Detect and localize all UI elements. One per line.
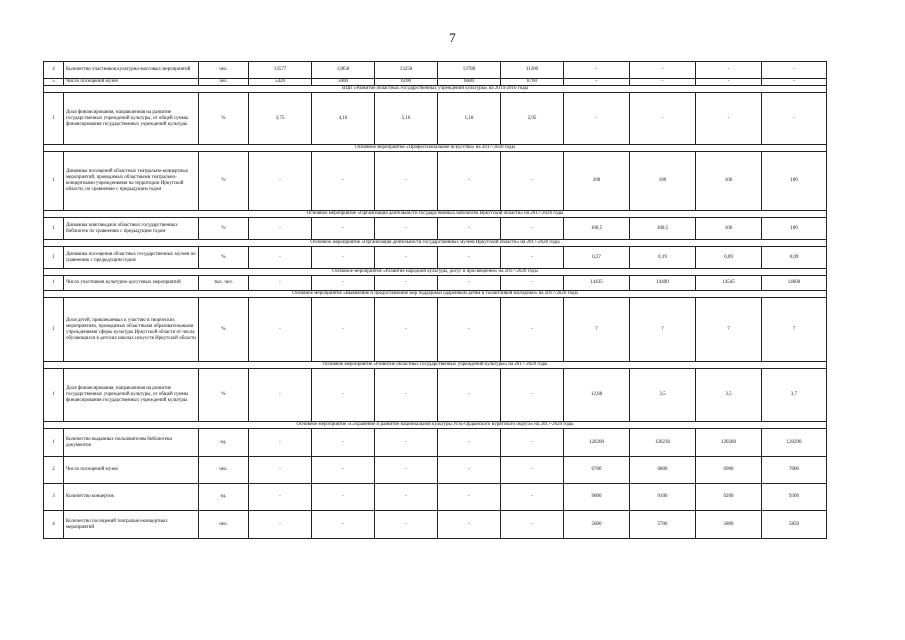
- table-row: [44, 369, 827, 422]
- value-cell: 5800: [696, 511, 762, 539]
- indicator-name: Количество посещений театрально-концертных мероприятий: [64, 511, 199, 539]
- value-cell: -: [696, 62, 762, 79]
- section-title: Основное мероприятие «Сохранение и развитие национальной культуры Усть-Ордынского Бурятского округа» на 2017-2020 годы: [44, 422, 827, 429]
- value-cell: -: [501, 457, 564, 484]
- value-cell: -: [501, 152, 564, 211]
- unit-cell: %: [199, 93, 249, 145]
- row-number: 1: [44, 93, 64, 145]
- unit-cell: %: [199, 247, 249, 269]
- section-header-row: [44, 86, 827, 93]
- value-cell: -: [762, 93, 827, 145]
- value-cell: -: [249, 511, 312, 539]
- value-cell: 6700: [564, 457, 630, 484]
- value-cell: -: [249, 247, 312, 269]
- value-cell: -: [438, 369, 501, 422]
- value-cell: -: [501, 276, 564, 291]
- value-cell: -: [501, 218, 564, 240]
- value-cell: 3,75: [249, 93, 312, 145]
- value-cell: -: [312, 511, 375, 539]
- row-number: 1: [44, 429, 64, 457]
- value-cell: -: [501, 298, 564, 362]
- value-cell: -: [501, 429, 564, 457]
- value-cell: 120230: [630, 429, 696, 457]
- table-row: [44, 79, 827, 86]
- table-row: [44, 511, 827, 539]
- row-number: 1: [44, 369, 64, 422]
- section-header-row: [44, 145, 827, 152]
- unit-cell: %: [199, 298, 249, 362]
- value-cell: 7: [630, 298, 696, 362]
- row-number: 4: [44, 511, 64, 539]
- value-cell: -: [438, 218, 501, 240]
- section-title: ВЦП «Развитие областных государственных учреждений культуры» на 2014-2016 годы: [44, 86, 827, 93]
- value-cell: -: [501, 511, 564, 539]
- value-cell: -: [312, 484, 375, 511]
- unit-cell: %: [199, 369, 249, 422]
- value-cell: -: [249, 276, 312, 291]
- unit-cell: %: [199, 218, 249, 240]
- value-cell: -: [438, 152, 501, 211]
- value-cell: -: [375, 511, 438, 539]
- table-row: [44, 93, 827, 145]
- value-cell: 9000: [564, 484, 630, 511]
- table-row: [44, 429, 827, 457]
- value-cell: 7000: [762, 457, 827, 484]
- table-row: [44, 218, 827, 240]
- value-cell: -: [438, 276, 501, 291]
- value-cell: -: [249, 218, 312, 240]
- row-number: 1: [44, 276, 64, 291]
- row-number: 1: [44, 298, 64, 362]
- unit-cell: тыс. чел.: [199, 276, 249, 291]
- value-cell: 7: [564, 298, 630, 362]
- value-cell: -: [438, 298, 501, 362]
- value-cell: 5600: [564, 511, 630, 539]
- value-cell: 100: [630, 152, 696, 211]
- value-cell: -: [375, 484, 438, 511]
- value-cell: -: [375, 247, 438, 269]
- value-cell: -: [375, 457, 438, 484]
- value-cell: -: [564, 93, 630, 145]
- value-cell: 5700: [630, 511, 696, 539]
- section-header-row: [44, 269, 827, 276]
- value-cell: 9300: [762, 484, 827, 511]
- value-cell: -: [249, 152, 312, 211]
- value-cell: 4,16: [312, 93, 375, 145]
- value-cell: -: [312, 152, 375, 211]
- value-cell: -: [438, 511, 501, 539]
- value-cell: 5420: [249, 79, 312, 86]
- value-cell: 14600: [762, 276, 827, 291]
- value-cell: -: [696, 79, 762, 86]
- value-cell: 6800: [630, 457, 696, 484]
- value-cell: -: [249, 429, 312, 457]
- value-cell: -: [501, 247, 564, 269]
- value-cell: 12850: [312, 62, 375, 79]
- value-cell: 8700: [501, 79, 564, 86]
- value-cell: 14545: [696, 276, 762, 291]
- value-cell: 12,68: [564, 369, 630, 422]
- value-cell: -: [630, 79, 696, 86]
- value-cell: 100,5: [630, 218, 696, 240]
- value-cell: 6100: [375, 79, 438, 86]
- section-title: Основное мероприятие «Профессиональное искусство» на 2017-2020 годы: [44, 145, 827, 152]
- row-number: 1: [44, 247, 64, 269]
- value-cell: 13780: [438, 62, 501, 79]
- value-cell: -: [762, 79, 827, 86]
- table-body: [44, 62, 827, 539]
- value-cell: -: [312, 457, 375, 484]
- table-row: [44, 152, 827, 211]
- value-cell: 0,19: [630, 247, 696, 269]
- value-cell: -: [375, 152, 438, 211]
- indicator-name: Доля финансирования, направленная на развитие государственных учреждений культуры, от общей суммы финансирования государственных учреждений культуры: [64, 93, 199, 145]
- value-cell: 14490: [630, 276, 696, 291]
- value-cell: 100: [762, 218, 827, 240]
- section-title: Основное мероприятие «Организация деятельности государственных библиотек Иркутской области» на 2017-2020 годы: [44, 211, 827, 218]
- value-cell: 14435: [564, 276, 630, 291]
- section-header-row: [44, 240, 827, 247]
- value-cell: 11200: [501, 62, 564, 79]
- table-row: [44, 62, 827, 79]
- value-cell: -: [249, 298, 312, 362]
- value-cell: -: [312, 247, 375, 269]
- value-cell: 5850: [762, 511, 827, 539]
- value-cell: 100: [696, 218, 762, 240]
- value-cell: 100: [762, 152, 827, 211]
- value-cell: 3,5: [630, 369, 696, 422]
- value-cell: -: [501, 484, 564, 511]
- table-row: [44, 247, 827, 269]
- value-cell: -: [375, 218, 438, 240]
- indicator-name: Число участников культурно-досуговых мероприятий: [64, 276, 199, 291]
- value-cell: -: [438, 429, 501, 457]
- value-cell: 120200: [564, 429, 630, 457]
- row-number: 3: [44, 484, 64, 511]
- value-cell: -: [312, 276, 375, 291]
- value-cell: -: [564, 79, 630, 86]
- value-cell: -: [249, 369, 312, 422]
- value-cell: -: [312, 429, 375, 457]
- table-row: [44, 276, 827, 291]
- value-cell: 9100: [630, 484, 696, 511]
- value-cell: -: [630, 93, 696, 145]
- value-cell: -: [438, 247, 501, 269]
- unit-cell: чел.: [199, 62, 249, 79]
- value-cell: 6600: [438, 79, 501, 86]
- section-header-row: [44, 362, 827, 369]
- value-cell: -: [630, 62, 696, 79]
- value-cell: -: [438, 484, 501, 511]
- value-cell: -: [312, 369, 375, 422]
- unit-cell: чел.: [199, 79, 249, 86]
- page-number: 7: [449, 30, 456, 45]
- unit-cell: ед.: [199, 429, 249, 457]
- value-cell: -: [501, 369, 564, 422]
- value-cell: -: [696, 93, 762, 145]
- value-cell: 120290: [762, 429, 827, 457]
- value-cell: 5600: [312, 79, 375, 86]
- section-title: Основное мероприятие «Выявление и предоставление мер поддержки одаренным детям и талантливой молодежи» на 2017-2020 годы: [44, 291, 827, 298]
- unit-cell: чел.: [199, 511, 249, 539]
- row-number: 1: [44, 152, 64, 211]
- unit-cell: %: [199, 152, 249, 211]
- section-header-row: [44, 211, 827, 218]
- indicator-name: Доля детей, привлекаемых к участию в творческих мероприятиях, проводимых областными образовательными учреждениями сферы культуры Иркутской области от числа обучающихся в детских школах искусств Иркутской области: [64, 298, 199, 362]
- row-number: 1: [44, 218, 64, 240]
- value-cell: 9200: [696, 484, 762, 511]
- indicator-name: Количество участников культурно-массовых мероприятий: [64, 62, 199, 79]
- indicator-name: Число посещений музея: [64, 79, 199, 86]
- value-cell: 3,7: [762, 369, 827, 422]
- value-cell: 0,09: [696, 247, 762, 269]
- value-cell: -: [375, 276, 438, 291]
- value-cell: 7: [696, 298, 762, 362]
- indicator-name: Количество выданных пользователям библиотеки документов: [64, 429, 199, 457]
- value-cell: 0,09: [762, 247, 827, 269]
- indicator-name: Динамика книговыдачи областных государственных библиотек по сравнению с предыдущим годом: [64, 218, 199, 240]
- indicator-name: Доля финансирования, направленная на развитие государственных учреждений культуры, от общей суммы финансирования государственных учреждений культуры: [64, 369, 199, 422]
- table-row: [44, 298, 827, 362]
- value-cell: 100: [564, 152, 630, 211]
- indicators-table: [43, 61, 827, 539]
- value-cell: 3,5: [696, 369, 762, 422]
- section-header-row: [44, 291, 827, 298]
- value-cell: 13250: [375, 62, 438, 79]
- section-title: Основное мероприятие «Развитие областных государственных учреждений культуры» на 2017-2020 годы: [44, 362, 827, 369]
- section-title: Основное мероприятие «Организация деятельности государственных музеев Иркутской области» на 2017-2020 годы: [44, 240, 827, 247]
- value-cell: 100,5: [564, 218, 630, 240]
- indicator-name: Динамика посещений областных театрально-концертных мероприятий, проводимых областными театрально-концертными учреждениями на территории Иркутской области, по сравнению с предыдущим годом: [64, 152, 199, 211]
- row-number: 4: [44, 62, 64, 79]
- section-title: Основное мероприятие «Развитие народной культуры, досуг и просвещение» на 2017-2020 годы: [44, 269, 827, 276]
- row-number: 5: [44, 79, 64, 86]
- value-cell: 100: [696, 152, 762, 211]
- value-cell: -: [375, 429, 438, 457]
- value-cell: 0,27: [564, 247, 630, 269]
- section-header-row: [44, 422, 827, 429]
- value-cell: -: [375, 369, 438, 422]
- value-cell: 120260: [696, 429, 762, 457]
- value-cell: -: [312, 218, 375, 240]
- value-cell: -: [249, 484, 312, 511]
- value-cell: -: [249, 457, 312, 484]
- value-cell: 6900: [696, 457, 762, 484]
- value-cell: -: [762, 62, 827, 79]
- unit-cell: ед.: [199, 484, 249, 511]
- value-cell: -: [375, 298, 438, 362]
- indicator-name: Число посещений музея: [64, 457, 199, 484]
- value-cell: 1,18: [438, 93, 501, 145]
- value-cell: -: [438, 457, 501, 484]
- indicator-name: Динамика посещения областных государственных музеев по сравнению с предыдущим годом: [64, 247, 199, 269]
- value-cell: -: [312, 298, 375, 362]
- unit-cell: чел.: [199, 457, 249, 484]
- value-cell: 2,95: [501, 93, 564, 145]
- value-cell: 13577: [249, 62, 312, 79]
- value-cell: -: [564, 62, 630, 79]
- row-number: 2: [44, 457, 64, 484]
- value-cell: 5,16: [375, 93, 438, 145]
- value-cell: 7: [762, 298, 827, 362]
- table-row: [44, 457, 827, 484]
- table-row: [44, 484, 827, 511]
- indicator-name: Количество концертов: [64, 484, 199, 511]
